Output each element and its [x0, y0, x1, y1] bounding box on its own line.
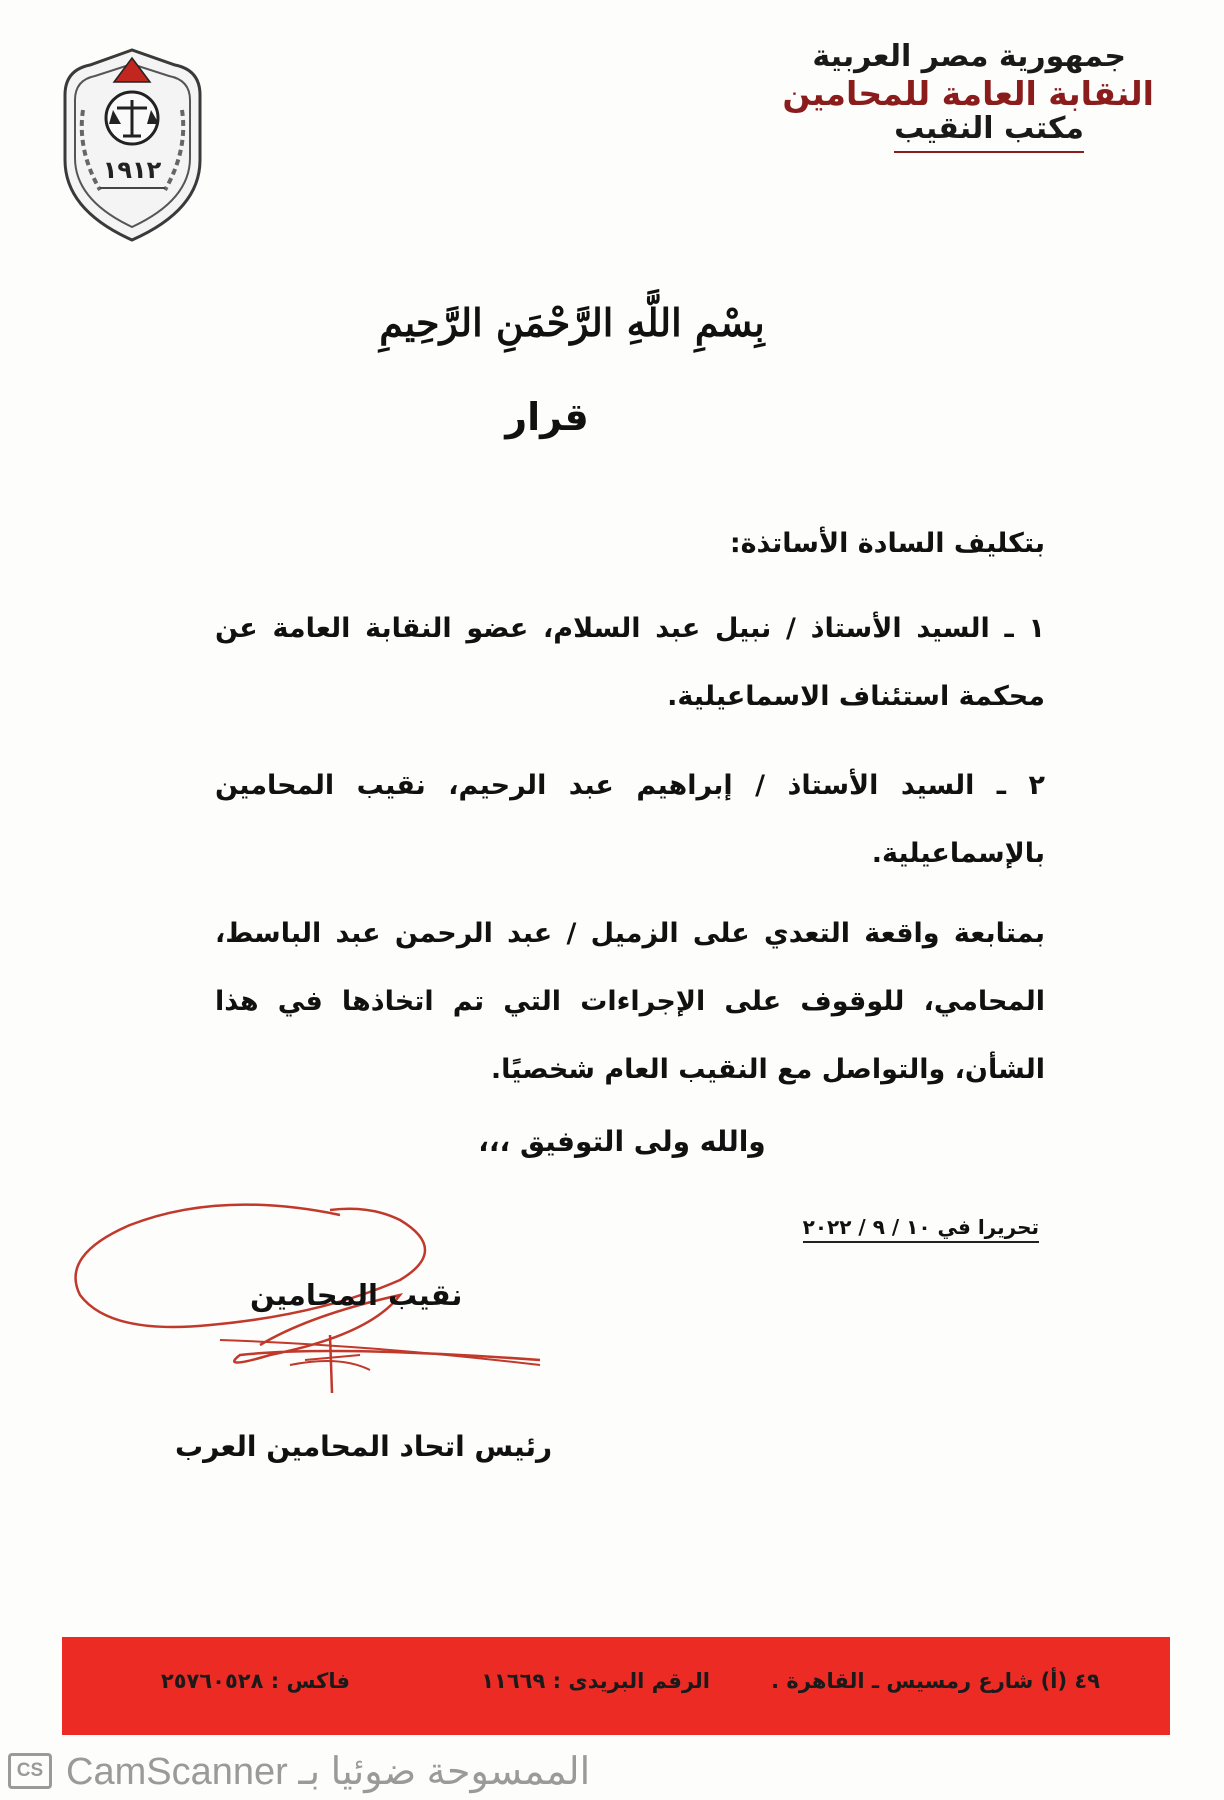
issue-date: تحريرا في ١٠ / ٩ / ٢٠٢٢ — [803, 1215, 1039, 1243]
assignee-item-1: ١ ـ السيد الأستاذ / نبيل عبد السلام، عضو النقابة العامة عن محكمة استئناف الاسماعيلية. — [215, 613, 1045, 712]
intro-line: بتكليف السادة الأساتذة: — [729, 528, 1045, 559]
footer-bar — [62, 1637, 1170, 1735]
emblem-year: ١٩١٢ — [102, 156, 162, 184]
letterhead — [734, 40, 1154, 153]
footer-postal-code: الرقم البريدى : ١١٦٦٩ — [481, 1669, 710, 1693]
signatory-subtitle: رئيس اتحاد المحامين العرب — [175, 1430, 553, 1463]
closing-phrase: والله ولى التوفيق ،،، — [478, 1125, 766, 1158]
assignee-item-2: ٢ ـ السيد الأستاذ / إبراهيم عبد الرحيم، نقيب المحامين بالإسماعيلية. — [215, 770, 1045, 869]
signatory-title: نقيب المحامين — [250, 1278, 463, 1312]
basmala: بِسْمِ اللَّهِ الرَّحْمَنِ الرَّحِيمِ — [379, 300, 765, 345]
office-name: مكتب النقيب — [894, 112, 1084, 153]
camscanner-watermark — [8, 1745, 608, 1795]
footer-address: ٤٩ (أ) شارع رمسيس ـ القاهرة . — [771, 1669, 1100, 1693]
bar-association-emblem-icon — [55, 40, 210, 245]
camscanner-logo-icon: CS — [8, 1753, 52, 1789]
decision-title: قرار — [505, 395, 589, 439]
footer-fax: فاكس : ٢٥٧٦٠٥٢٨ — [160, 1669, 350, 1693]
syndicate-name: النقابة العامة للمحامين — [782, 73, 1154, 113]
decision-paragraph: بمتابعة واقعة التعدي على الزميل / عبد الرحمن عبد الباسط، المحامي، للوقوف على الإجراءات التي تم اتخاذها في هذا الشأن، والتواصل مع النقيب العام شخصيًا. — [215, 918, 1045, 1085]
country-name: جمهورية مصر العربية — [812, 39, 1126, 74]
camscanner-text: الممسوحة ضوئيا بـ CamScanner — [66, 1751, 591, 1793]
